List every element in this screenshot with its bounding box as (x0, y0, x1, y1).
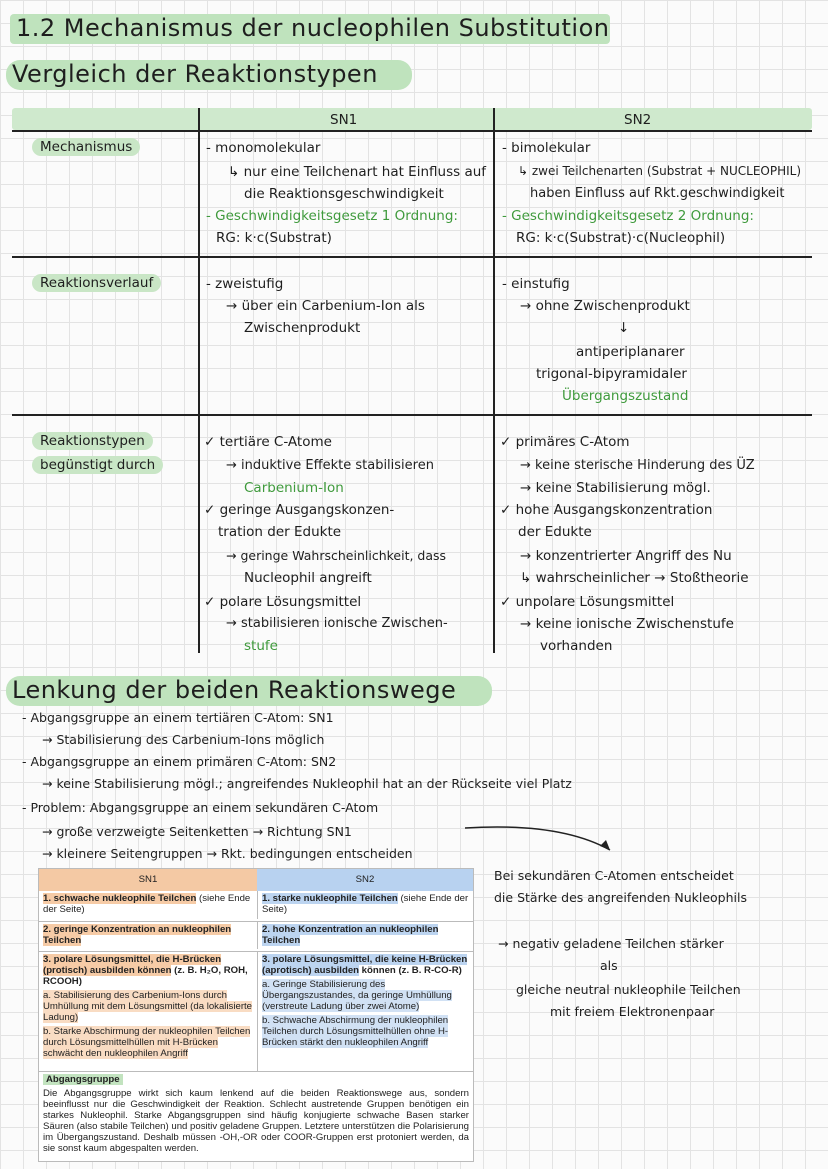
sn2-mech-2: ↳ zwei Teilchenarten (Substrat + NUCLEOPHIL) (518, 164, 802, 178)
section2-title: Lenkung der beiden Reaktionswege (12, 676, 457, 704)
sn1-verl-1: - zweistufig (206, 276, 284, 292)
row-label-reaktionsverlauf: Reaktionsverlauf (32, 274, 161, 292)
row-divider-2 (12, 414, 812, 416)
row-label-beguenstigt: begünstigt durch (32, 456, 163, 474)
sn2-typ-3: → keine Stabilisierung mögl. (520, 480, 711, 496)
compare-header-bar (12, 108, 812, 130)
sn1-mech-5: RG: k·c(Substrat) (216, 230, 332, 246)
page-title: 1.2 Mechanismus der nucleophilen Substitution (16, 14, 610, 42)
sn2-typ-5: der Edukte (518, 524, 592, 540)
col-divider-1 (198, 108, 200, 653)
sn2-mech-5: RG: k·c(Substrat)·c(Nucleophil) (516, 230, 726, 246)
lenk-line-1: - Abgangsgruppe an einem tertiären C-Atom: SN1 (22, 710, 334, 725)
sn2-mech-4: - Geschwindigkeitsgesetz 2 Ordnung: (502, 208, 754, 224)
sn2-typ-1: ✓ primäres C-Atom (500, 434, 630, 450)
lenk-line-3: - Abgangsgruppe an einem primären C-Atom: SN2 (22, 754, 337, 769)
sn1-typ-10: stufe (244, 638, 278, 654)
sn1-verl-3: Zwischenprodukt (244, 320, 361, 336)
sn1-mech-1: - monomolekular (206, 140, 321, 156)
pt-r3a: 3. polare Lösungsmittel, die H-Brücken (protisch) ausbilden können (z. B. H₂O, ROH, RCOOH) a. Stabilisierung des Carbenium-Ions durch Umhüllung mit dem Lösungsmittel (da lokalisierte Ladung) b. Starke Abschirmung der nukleophilen Teilchen durch Lösungsmittelhüllen mit H-Brücken schwächt den nukleophilen Angriff (39, 951, 257, 1071)
note-line-5: gleiche neutral nukleophile Teilchen (516, 982, 741, 997)
sn2-mech-1: - bimolekular (502, 140, 591, 156)
sn2-typ-6: → konzentrierter Angriff des Nu (520, 548, 732, 564)
pt-r2b: 2. hohe Konzentration an nukleophilen Teilchen (257, 921, 473, 949)
sn2-typ-7: ↳ wahrscheinlicher → Stoßtheorie (520, 570, 749, 586)
printed-table (38, 868, 474, 1162)
col-divider-2 (493, 108, 495, 653)
sn2-typ-4: ✓ hohe Ausgangskonzentration (500, 502, 713, 518)
sn1-typ-3: Carbenium-Ion (244, 480, 344, 496)
row-label-reaktionstypen: Reaktionstypen (32, 432, 153, 450)
sn2-verl-2: → ohne Zwischenprodukt (520, 298, 690, 314)
note-line-6: mit freiem Elektronenpaar (550, 1004, 715, 1019)
sn2-typ-9: → keine ionische Zwischenstufe (520, 616, 734, 632)
sn2-verl-1: - einstufig (502, 276, 570, 292)
sn1-typ-6: → geringe Wahrscheinlichkeit, dass (226, 548, 447, 563)
row-divider-1 (12, 256, 812, 258)
note-line-1: Bei sekundären C-Atomen entscheidet (494, 868, 734, 883)
lenk-line-2: → Stabilisierung des Carbenium-Ions möglich (42, 732, 325, 747)
sn1-mech-4: - Geschwindigkeitsgesetz 1 Ordnung: (206, 208, 458, 224)
sn2-verl-6: Übergangszustand (562, 388, 689, 404)
sn1-verl-2: → über ein Carbenium-Ion als (226, 298, 425, 314)
sn1-mech-3: die Reaktionsgeschwindigkeit (244, 186, 444, 202)
sn1-typ-4: ✓ geringe Ausgangskonzen- (204, 502, 395, 518)
header-line (12, 130, 812, 132)
note-line-3: → negativ geladene Teilchen stärker (498, 936, 724, 951)
curved-arrow-icon (460, 820, 630, 860)
lenk-line-6: → große verzweigte Seitenketten → Richtung SN1 (42, 824, 352, 839)
sn1-typ-2: → induktive Effekte stabilisieren (226, 458, 434, 473)
note-line-2: die Stärke des angreifenden Nukleophils (494, 890, 747, 905)
sn2-typ-2: → keine sterische Hinderung des ÜZ (520, 458, 755, 473)
pt-head-sn2: SN2 (257, 869, 473, 891)
sn2-verl-4: antiperiplanarer (576, 344, 685, 360)
pt-r1a: 1. schwache nukleophile Teilchen (siehe Ende der Seite) (43, 893, 251, 915)
sn1-typ-8: ✓ polare Lösungsmittel (204, 594, 362, 610)
note-line-4: als (600, 958, 618, 973)
sn1-typ-9: → stabilisieren ionische Zwischen- (226, 616, 448, 631)
lenk-line-4: → keine Stabilisierung mögl.; angreifendes Nukleophil hat an der Rückseite viel Platz (42, 776, 572, 791)
pt-r2a: 2. geringe Konzentration an nukleophilen Teilchen (39, 921, 257, 949)
sn2-mech-3: haben Einfluss auf Rkt.geschwindigkeit (530, 186, 785, 201)
lenk-line-7: → kleinere Seitengruppen → Rkt. bedingungen entscheiden (42, 846, 413, 861)
sn2-typ-10: vorhanden (540, 638, 613, 654)
sn1-typ-7: Nucleophil angreift (244, 570, 372, 586)
pt-r1b: 1. starke nukleophile Teilchen (siehe Ende der Seite) (257, 891, 473, 919)
row-label-mechanismus: Mechanismus (32, 138, 140, 156)
pt-r3b: 3. polare Lösungsmittel, die keine H-Brücken (aprotisch) ausbilden können (z. B. R-CO-R) a. Geringe Stabilisierung des Übergangszustandes, da geringe Umhüllung (verstreute Ladung über zwei Atome) b. Schwache Abschirmung der nukleophilen Teilchen durch Lösungsmittelhüllen ohne H-Brücken stärkt den nukleophilen Angriff (257, 951, 473, 1071)
sn2-typ-8: ✓ unpolare Lösungsmittel (500, 594, 675, 610)
col-head-sn2: SN2 (624, 112, 652, 128)
pt-head-sn1: SN1 (39, 869, 257, 891)
sn1-mech-2: ↳ nur eine Teilchenart hat Einfluss auf (228, 164, 487, 180)
section-title: Vergleich der Reaktionstypen (12, 60, 378, 88)
sn2-verl-5: trigonal-bipyramidaler (536, 366, 687, 382)
sn1-typ-5: tration der Edukte (218, 524, 342, 540)
lenk-line-5: - Problem: Abgangsgruppe an einem sekundären C-Atom (22, 800, 379, 815)
sn1-typ-1: ✓ tertiäre C-Atome (204, 434, 332, 450)
sn2-verl-3: ↓ (618, 320, 630, 336)
pt-abgangsgruppe: Abgangsgruppe Die Abgangsgruppe wirkt sich kaum lenkend auf die beiden Reaktionswege aus, sondern beeinflusst nur die Geschwindigkeit der Reaktion. Schlecht austretende Gruppen benötigen ein starkes Nukleophil. Starke Abgangsgruppen sind häufig konjugierte schwache Basen starker Säuren (also stabile Teilchen) und positiv geladene Gruppen. Letztere unterstützen die Polarisierung im Übergangszustand. Deshalb müssen -OH,-OR oder COOR-Gruppen erst protoniert werden, da sie sonst kaum abgespalten werden. (39, 1071, 473, 1161)
col-head-sn1: SN1 (330, 112, 358, 128)
